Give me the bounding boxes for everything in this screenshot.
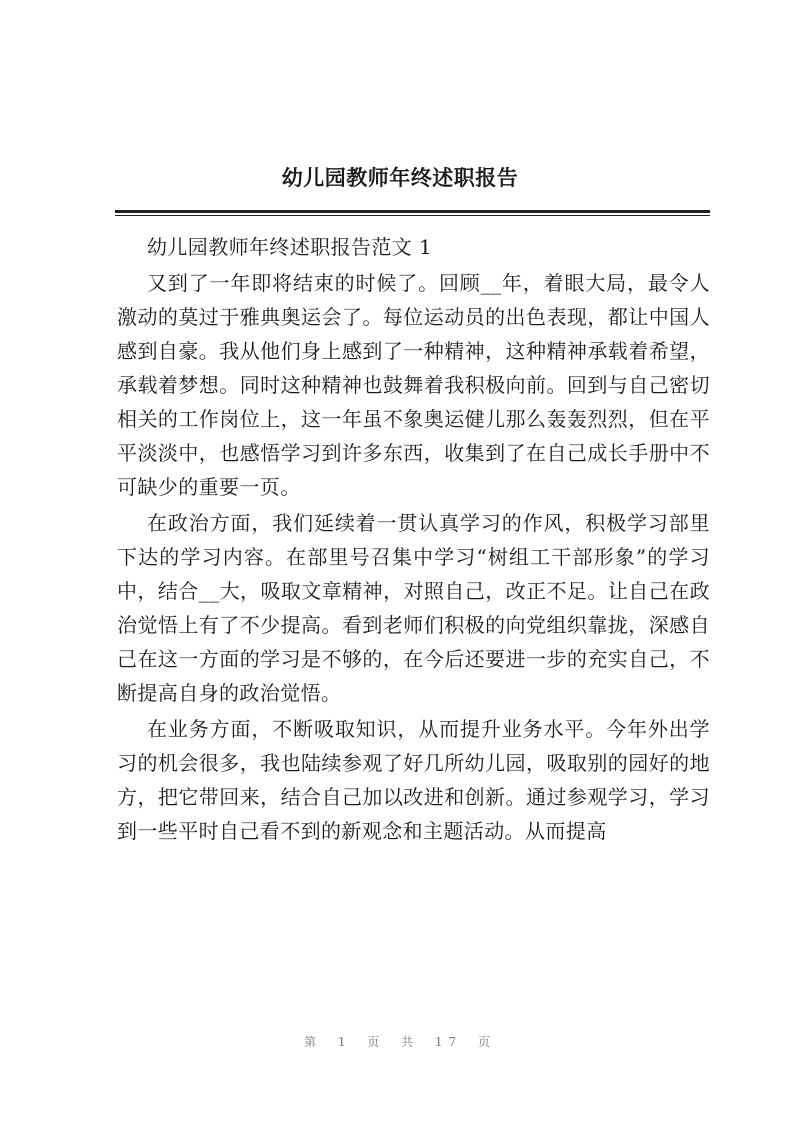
paragraph-business: 在业务方面，不断吸取知识，从而提升业务水平。今年外出学习的机会很多，我也陆续参观了好几所幼儿园，吸取别的园好的地方，把它带回来，结合自己加以改进和创新。通过参观学习，学习到一些平时自己看不到的新观念和主题活动。从而提高 (117, 717, 710, 843)
title-divider-thin (115, 215, 710, 216)
section-heading: 幼儿园教师年终述职报告范文 1 (147, 235, 433, 259)
paragraph-intro: 又到了一年即将结束的时候了。回顾__年，着眼大局，最令人激动的莫过于雅典奥运会了。每位运动员的出色表现，都让中国人感到自豪。我从他们身上感到了一种精神，这种精神承载着希望，承载着梦想。同时这种精神也鼓舞着我积极向前。回到与自己密切相关的工作岗位上，这一年虽不象奥运健儿那么轰轰烈烈，但在平平淡淡中，也感悟学习到许多东西，收集到了在自己成长手册中不可缺少的重要一页。 (117, 271, 710, 499)
page-footer: 第 1 页 共 17 页 (304, 1035, 496, 1049)
paragraph-politics: 在政治方面，我们延续着一贯认真学习的作风，积极学习部里下达的学习内容。在部里号召集中学习“树组工干部形象”的学习中，结合__大，吸取文章精神，对照自己，改正不足。让自己在政治觉悟上有了不少提高。看到老师们积极的向党组织靠拢，深感自己在这一方面的学习是不够的，在今后还要进一步的充实自己，不断提高自身的政治觉悟。 (117, 511, 710, 705)
title-divider (115, 210, 710, 213)
document-title: 幼儿园教师年终述职报告 (281, 165, 519, 190)
document-body (117, 230, 710, 850)
